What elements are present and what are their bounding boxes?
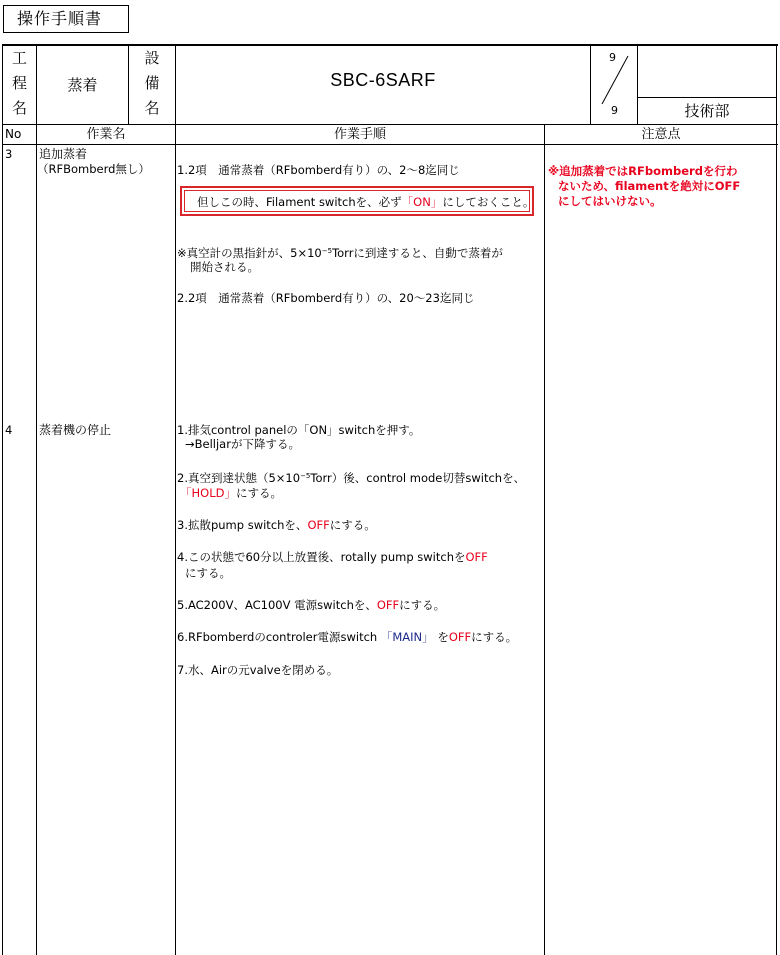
- vacuum-note: ※真空計の黒指針が、$5\times 10^{-5}Torr$に到達すると、自動で蒸着が: [177, 246, 503, 260]
- procedure-step: 1.排気control panelの「ON」switchを押す。: [177, 423, 421, 437]
- procedure-step: 7.水、Airの元valveを閉める。: [177, 663, 339, 677]
- equipment-label: 設 備 名: [144, 49, 160, 117]
- col-procedure: 作業手順: [333, 127, 386, 142]
- procedure-step: 2.2項 通常蒸着（RFbomberd有り）の、20〜23迄同じ: [177, 291, 475, 305]
- process-value: 蒸着: [67, 76, 98, 94]
- col-task-name: 作業名: [86, 127, 126, 142]
- document-title: 操作手順書: [3, 5, 129, 33]
- warning-box: 但しこの時、Filament switchを、必ず「ON」にしておくこと。: [180, 186, 534, 216]
- procedure-step-cont: 「HOLD」にする。: [180, 486, 282, 500]
- col-notes: 注意点: [641, 127, 681, 142]
- task-name-sub: （RFBomberd無し）: [37, 162, 150, 176]
- procedure-step: 5.AC200V、AC100V 電源switchを、OFFにする。: [177, 598, 446, 612]
- page-number-top: 9: [609, 51, 616, 64]
- procedure-step: 2.真空到達状態$(5\times 10^{-5}Torr)$後、control mode切替switchを、: [177, 471, 526, 485]
- task-name: 蒸着機の停止: [39, 423, 112, 437]
- procedure-step: 4.この状態で60分以上放置後、rotally pump switchをOFF: [177, 550, 488, 564]
- vacuum-note-cont: 開始される。: [190, 260, 259, 274]
- department: 技術部: [684, 102, 730, 120]
- equipment-model: SBC-6SARF: [330, 70, 436, 90]
- procedure-step: 1.2項 通常蒸着（RFbomberd有り）の、2〜8迄同じ: [177, 163, 460, 177]
- row-no: 4: [5, 423, 13, 437]
- col-no: No: [5, 127, 22, 141]
- procedure-step-cont: にする。: [185, 566, 231, 580]
- procedure-step-cont: →Belljarが下降する。: [185, 437, 300, 451]
- row-no: 3: [5, 147, 13, 161]
- page-number-total: 9: [611, 104, 618, 117]
- caution-note: ※追加蒸着ではRFbomberdを行わ ないため、filamentを絶対にOFF にしてはいけない。: [548, 164, 741, 208]
- task-name: 追加蒸着: [39, 147, 88, 161]
- procedure-step: 3.拡散pump switchを、OFFにする。: [177, 518, 376, 532]
- process-label: 工 程 名: [11, 49, 27, 117]
- procedure-step: 6.RFbomberdのcontroler電源switch 「MAIN」 をOFFにする。: [177, 630, 518, 644]
